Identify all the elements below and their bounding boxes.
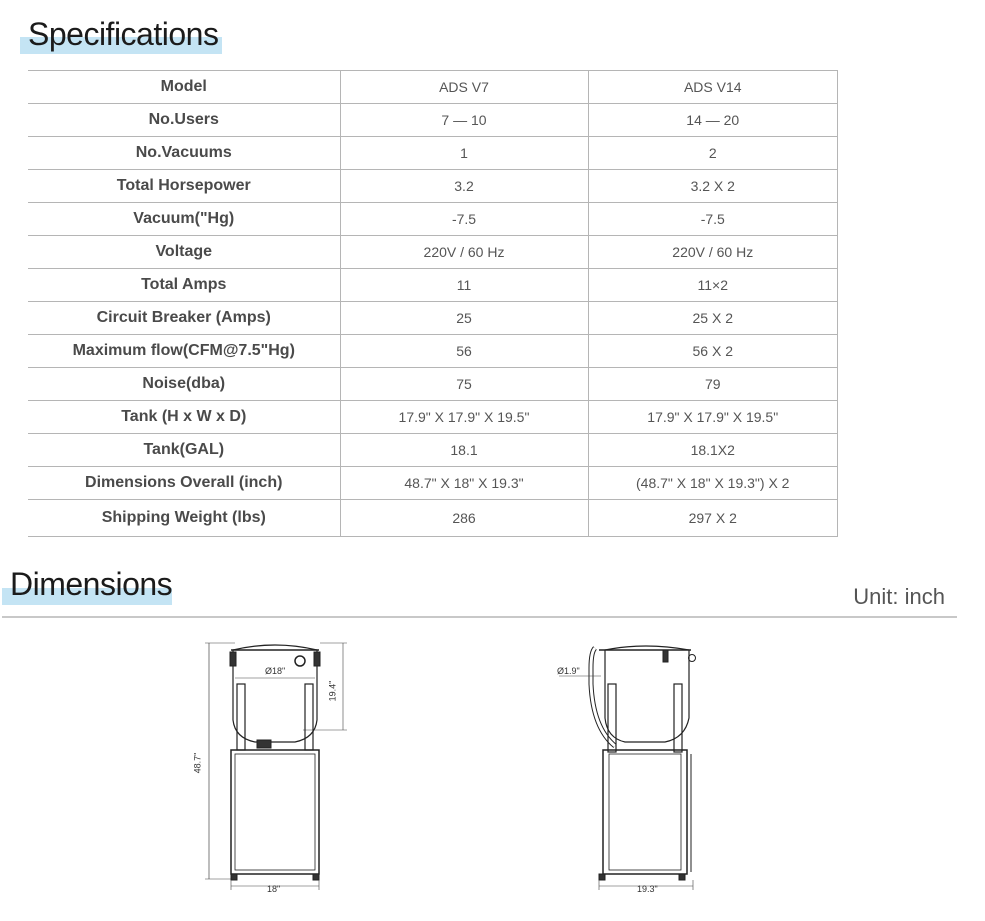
- cell-v7: 17.9" X 17.9" X 19.5": [340, 401, 588, 434]
- depth-label: 19.3": [637, 884, 658, 894]
- cell-v14: (48.7" X 18" X 19.3") X 2: [588, 467, 838, 500]
- row-label: Total Amps: [28, 269, 340, 302]
- cell-v7: 25: [340, 302, 588, 335]
- table-row: [28, 401, 838, 434]
- tank-diameter-label: Ø18": [265, 666, 286, 676]
- cell-v14: 14 — 20: [588, 104, 838, 137]
- table-row: [28, 434, 838, 467]
- row-label: Maximum flow(CFM@7.5"Hg): [28, 335, 340, 368]
- width-label: 18": [267, 884, 281, 894]
- row-label: Vacuum("Hg): [28, 203, 340, 236]
- cell-v14: 56 X 2: [588, 335, 838, 368]
- cell-v14: 220V / 60 Hz: [588, 236, 838, 269]
- row-label: Circuit Breaker (Amps): [28, 302, 340, 335]
- cell-v7: 7 — 10: [340, 104, 588, 137]
- cell-v7: 75: [340, 368, 588, 401]
- table-row: [28, 137, 838, 170]
- overall-height-label: 48.7": [192, 752, 203, 774]
- cell-v14: 3.2 X 2: [588, 170, 838, 203]
- cell-v14: 25 X 2: [588, 302, 838, 335]
- cell-v7: 18.1: [340, 434, 588, 467]
- row-label: Shipping Weight (lbs): [28, 500, 340, 537]
- column-header-model: Model: [28, 71, 340, 104]
- cell-v14: 17.9" X 17.9" X 19.5": [588, 401, 838, 434]
- cell-v7: -7.5: [340, 203, 588, 236]
- table-row: [28, 269, 838, 302]
- cell-v14: 11×2: [588, 269, 838, 302]
- table-row: [28, 467, 838, 500]
- hose-diameter-label: Ø1.9": [557, 666, 580, 676]
- specifications-table: [28, 70, 838, 537]
- specifications-heading: Specifications: [28, 18, 218, 50]
- table-row: [28, 203, 838, 236]
- cell-v7: 220V / 60 Hz: [340, 236, 588, 269]
- dimensions-heading: Dimensions: [10, 568, 172, 600]
- section-divider: [2, 616, 957, 618]
- cell-v7: 56: [340, 335, 588, 368]
- table-row: [28, 236, 838, 269]
- row-label: Total Horsepower: [28, 170, 340, 203]
- cell-v14: 79: [588, 368, 838, 401]
- row-label: No.Vacuums: [28, 137, 340, 170]
- table-row: [28, 170, 838, 203]
- table-header-row: [28, 71, 838, 104]
- row-label: Tank(GAL): [28, 434, 340, 467]
- column-header-ads-v7: ADS V7: [340, 71, 588, 104]
- row-label: Tank (H x W x D): [28, 401, 340, 434]
- tank-height-label: 19.4": [327, 680, 338, 702]
- row-label: No.Users: [28, 104, 340, 137]
- cell-v14: 297 X 2: [588, 500, 838, 537]
- table-row: [28, 368, 838, 401]
- cell-v7: 48.7" X 18" X 19.3": [340, 467, 588, 500]
- side-view-drawing: [555, 638, 715, 898]
- cell-v14: -7.5: [588, 203, 838, 236]
- table-row: [28, 302, 838, 335]
- column-header-ads-v14: ADS V14: [588, 71, 838, 104]
- cell-v14: 2: [588, 137, 838, 170]
- cell-v7: 286: [340, 500, 588, 537]
- front-view-drawing: [192, 638, 355, 898]
- cell-v7: 11: [340, 269, 588, 302]
- row-label: Noise(dba): [28, 368, 340, 401]
- cell-v7: 1: [340, 137, 588, 170]
- row-label: Dimensions Overall (inch): [28, 467, 340, 500]
- table-row: [28, 335, 838, 368]
- cell-v14: 18.1X2: [588, 434, 838, 467]
- row-label: Voltage: [28, 236, 340, 269]
- table-row: [28, 104, 838, 137]
- table-row: [28, 500, 838, 537]
- cell-v7: 3.2: [340, 170, 588, 203]
- unit-label: Unit: inch: [853, 584, 945, 609]
